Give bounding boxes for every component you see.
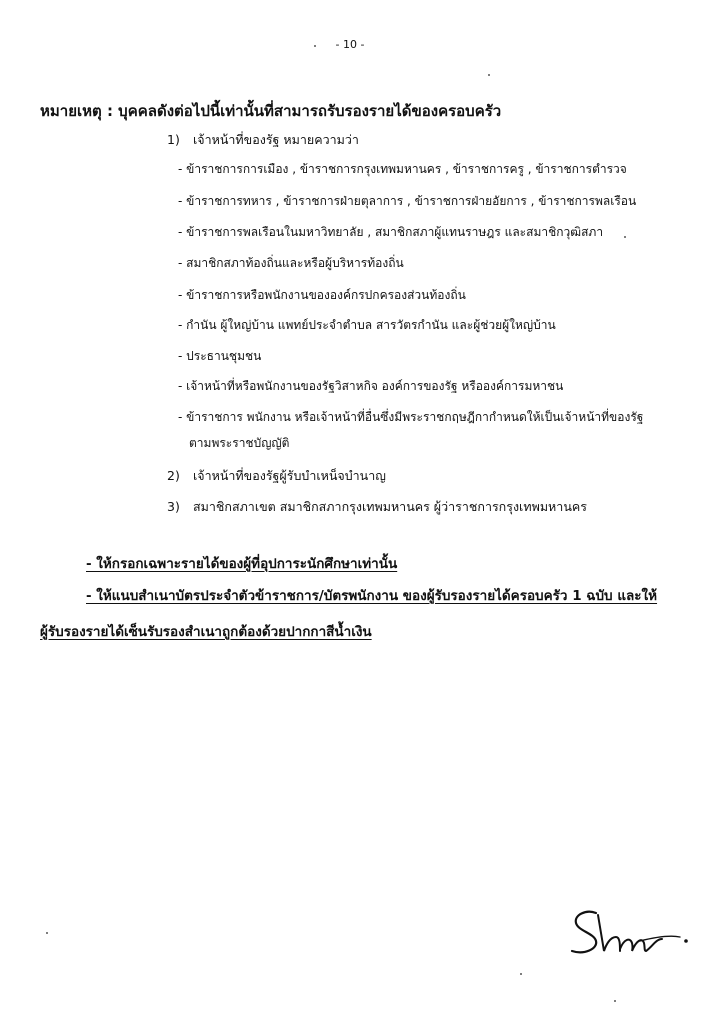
- item-text: เจ้าหน้าที่ของรัฐ หมายความว่า: [193, 132, 359, 147]
- scan-speck: [520, 973, 522, 975]
- scan-speck: [488, 74, 490, 76]
- item-text: สมาชิกสภาเขต สมาชิกสภากรุงเทพมหานคร ผู้ว่าราชการกรุงเทพมหานคร: [193, 499, 587, 514]
- bullet-item: - ประธานชุมชน: [178, 349, 262, 363]
- scan-speck: [46, 932, 48, 934]
- list-item-3: [167, 497, 587, 517]
- item-number: 1): [167, 132, 180, 147]
- instruction-line-3: [40, 620, 372, 642]
- item-number: 2): [167, 468, 180, 483]
- scan-speck: [614, 1000, 616, 1002]
- bullet-item: - ข้าราชการ พนักงาน หรือเจ้าหน้าที่อื่นซึ่งมีพระราชกฤษฎีกากำหนดให้เป็นเจ้าหน้าที่ของรัฐ: [178, 410, 644, 424]
- item-text: เจ้าหน้าที่ของรัฐผู้รับบำเหน็จบำนาญ: [193, 468, 386, 483]
- instruction-text: - ให้แนบสำเนาบัตรประจำตัวข้าราชการ/บัตรพนักงาน ของผู้รับรองรายได้ครอบครัว 1 ฉบับ และให้: [86, 588, 658, 604]
- note-heading: หมายเหตุ : บุคคลดังต่อไปนี้เท่านั้นที่สามารถรับรองรายได้ของครอบครัว: [40, 102, 502, 120]
- instruction-text: - ให้กรอกเฉพาะรายได้ของผู้ที่อุปการะนักศึกษาเท่านั้น: [86, 556, 398, 572]
- page-number: - 10 -: [335, 38, 365, 51]
- instruction-text: ผู้รับรองรายได้เซ็นรับรองสำเนาถูกต้องด้วยปากกาสีน้ำเงิน: [40, 624, 372, 640]
- bullet-item: - เจ้าหน้าที่หรือพนักงานของรัฐวิสาหกิจ องค์การของรัฐ หรือองค์การมหาชน: [178, 379, 564, 393]
- bullet-item: - ข้าราชการทหาร , ข้าราชการฝ่ายตุลาการ , ข้าราชการฝ่ายอัยการ , ข้าราชการพลเรือน: [178, 194, 637, 208]
- item-number: 3): [167, 499, 180, 514]
- list-item-1: [167, 130, 359, 150]
- list-item-2: [167, 466, 386, 486]
- instruction-line-2: [86, 584, 657, 606]
- bullet-item: - ข้าราชการพลเรือนในมหาวิทยาลัย , สมาชิกสภาผู้แทนราษฎร และสมาชิกวุฒิสภา: [178, 225, 604, 239]
- bullet-item: - ข้าราชการหรือพนักงานขององค์กรปกครองส่วนท้องถิ่น: [178, 288, 466, 302]
- signature: [566, 905, 690, 965]
- scan-speck: [624, 236, 626, 238]
- instruction-line-1: [86, 552, 397, 574]
- bullet-item: - สมาชิกสภาท้องถิ่นและหรือผู้บริหารท้องถิ่น: [178, 256, 404, 270]
- bullet-continuation: ตามพระราชบัญญัติ: [189, 436, 290, 450]
- bullet-item: - ข้าราชการการเมือง , ข้าราชการกรุงเทพมหานคร , ข้าราชการครู , ข้าราชการตำรวจ: [178, 162, 627, 176]
- scan-speck: [314, 45, 316, 47]
- bullet-item: - กำนัน ผู้ใหญ่บ้าน แพทย์ประจำตำบล สารวัตรกำนัน และผู้ช่วยผู้ใหญ่บ้าน: [178, 318, 556, 332]
